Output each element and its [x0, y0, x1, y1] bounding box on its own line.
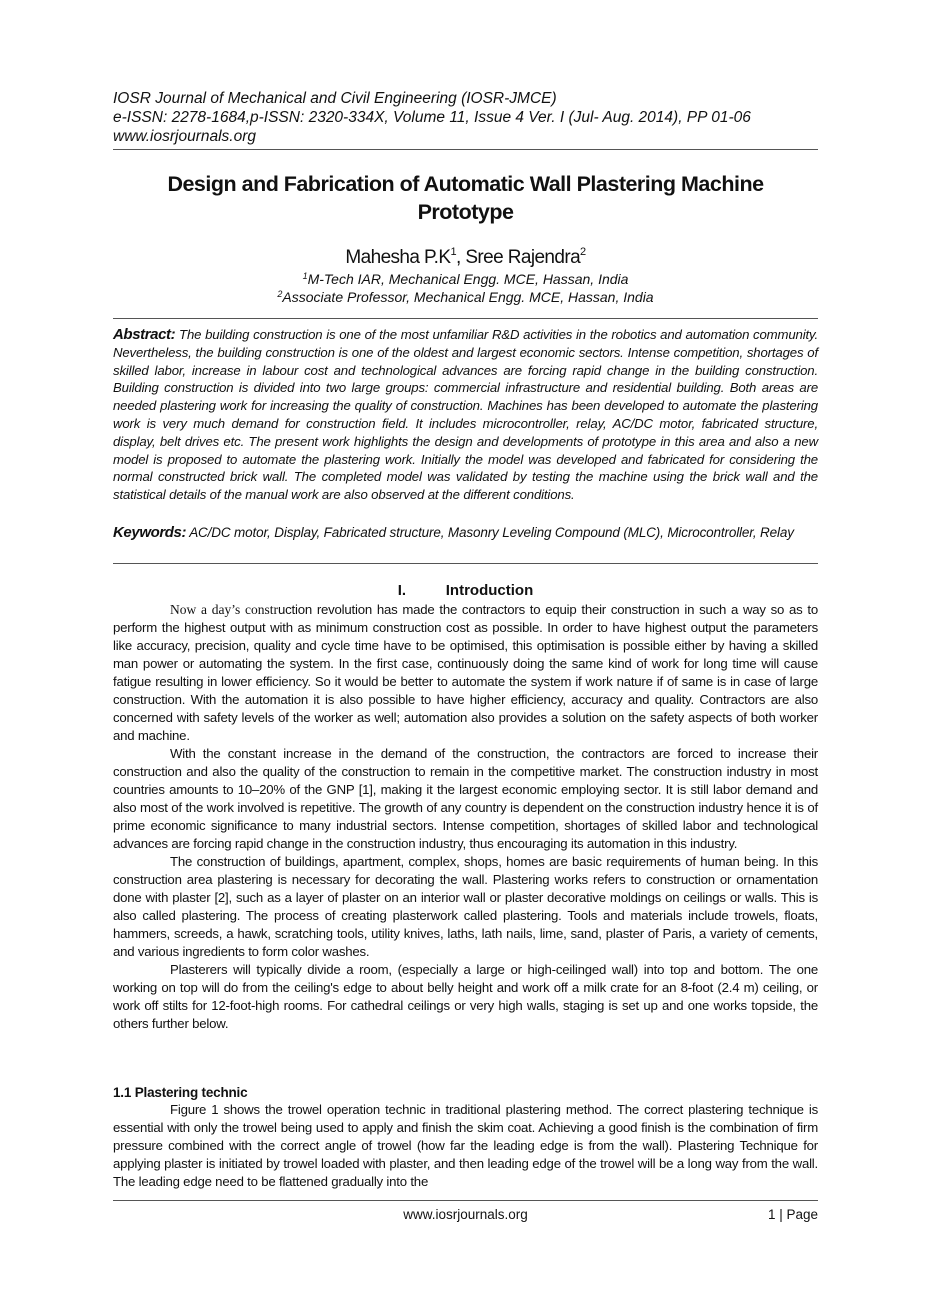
affiliation-marker: 2 [580, 246, 586, 258]
abstract-label: Abstract: [113, 326, 176, 343]
introduction-body [113, 601, 818, 1033]
abstract-top-rule [113, 318, 818, 319]
header-rule [113, 149, 818, 150]
journal-url: www.iosrjournals.org [113, 128, 256, 145]
paper-title-line1: Design and Fabrication of Automatic Wall Plastering Machine [167, 172, 764, 196]
affiliation-marker: 2 [277, 289, 283, 299]
section-number: I. [397, 582, 407, 599]
footer-url: www.iosrjournals.org [403, 1207, 528, 1222]
abstract-bottom-rule [113, 563, 818, 564]
affiliation-text: M-Tech IAR, Mechanical Engg. MCE, Hassan, India [307, 271, 629, 287]
footer-rule [113, 1200, 818, 1201]
abstract [113, 326, 818, 504]
paper-title-line2: Prototype [417, 200, 514, 224]
paragraph [113, 601, 818, 745]
author-list [113, 240, 818, 270]
keywords-text: AC/DC motor, Display, Fabricated structure, Masonry Leveling Compound (MLC), Microcontroller, Relay [186, 525, 794, 540]
paper-title [113, 170, 818, 226]
affiliation-text: Associate Professor, Mechanical Engg. MCE, Hassan, India [282, 289, 654, 305]
author-name: Sree Rajendra [465, 247, 581, 268]
affiliation-2 [113, 285, 818, 306]
paragraph: The construction of buildings, apartment, complex, shops, homes are basic requirements of human being. In this construction area plastering is necessary for decorating the wall. Plastering works refers to construction or ornamentation done with plaster [2], such as a layer of plaster on an interior wall or plaster decorative moldings on ceilings or walls. This is also called plastering. The process of creating plasterwork called plastering. Tools and materials include trowels, floats, hammers, screeds, a hawk, scratching tools, utility knives, laths, lath nails, lime, sand, plaster of Paris, a variety of cements, and various ingredients to form color washes. [113, 854, 818, 959]
page-number: 1 | Page [767, 1207, 818, 1222]
subsection-heading: 1.1 Plastering technic [113, 1085, 248, 1100]
paragraph: Figure 1 shows the trowel operation technic in traditional plastering method. The correct plastering technique is essential with only the trowel being used to apply and finish the skim coat. Achieving a good finish is the combination of firm pressure combined with the correct angle of trowel (how far the leading edge is from the wall). Plastering Technique for applying plaster is initiated by trowel loaded with plaster, and then leading edge of the trowel will be a long way from the wall. The leading edge need to be flattened gradually into the [113, 1102, 818, 1189]
journal-header [113, 89, 818, 146]
author-separator: , [455, 247, 466, 268]
journal-issn-volume: e-ISSN: 2278-1684,p-ISSN: 2320-334X, Volume 11, Issue 4 Ver. I (Jul- Aug. 2014), PP 01-06 [113, 109, 751, 126]
author-name: Mahesha P.K [345, 247, 451, 268]
subsection-body [113, 1101, 818, 1191]
keywords [113, 524, 818, 542]
paragraph: Plasterers will typically divide a room, (especially a large or high-ceilinged wall) into top and bottom. The one working on top will do from the ceiling's edge to about belly height and work off a milk crate for an 8-foot (2.4 m) ceiling, or work off stilts for 12-foot-high rooms. For cathedral ceilings or very high walls, staging is set up and one works topside, the others further below. [113, 962, 818, 1031]
paragraph-text: uction revolution has made the contractors to equip their construction in such a way so as to perform the highest output with as minimum construction cost as possible. In order to have highest output the parameters like accuracy, precision, quality and cycle time have to be optimised, this optimisation is possible either by having a skilled man power or automating the system. In the first case, continuously doing the same kind of work for long time will cause fatigue resulting in lower efficiency. So it would be better to automate the system if work nature if of same is in case of large construction. With the automation it is also possible to have higher efficiency, accuracy and quality. Contractors are also concerned with safety levels of the worker as well; automation also provides a solution on the safety aspects of both worker and machine. [113, 602, 818, 743]
keywords-label: Keywords: [113, 524, 187, 541]
paragraph: With the constant increase in the demand of the construction, the contractors are forced to increase their construction and also the quality of the construction to remain in the competitive market. The construction industry in most countries amounts to 10–20% of the GNP [1], making it the largest economic employing sector. It is still labor demand and also most of the work involved is repetitive. The growth of any country is dependent on the construction industry hence it is of prime economic significance to many industrial sectors. Intense competition, shortages of skilled labor and technological advances are forcing rapid change in the construction industry, thus encouraging its automation in this industry. [113, 746, 818, 851]
affiliation-marker: 1 [450, 246, 456, 258]
affiliation-marker: 1 [302, 271, 308, 281]
journal-name: IOSR Journal of Mechanical and Civil Engineering (IOSR-JMCE) [113, 90, 557, 107]
paragraph-lead: Now a day’s constr [170, 602, 278, 617]
abstract-text: The building construction is one of the most unfamiliar R&D activities in the robotics and automation community. Nevertheless, the building construction is one of the oldest and largest economic sectors. Intense competition, shortages of skilled labor, increase in labour cost and technological advances are forcing rapid change in the building construction. Building construction is divided into two large groups: commercial infrastructure and residential building. Both areas are needed plastering work for increasing the quality of construction. Machines has been developed to automate the plastering work is very much demand for construction field. It includes microcontroller, relay, AC/DC motor, fabricated structure, display, belt drives etc. The present work highlights the design and developments of prototype in this area and also a new model is proposed to automate the plastering work. Initially the model was developed and fabricated for considering the normal constructed brick wall. The completed model was validated by testing the machine using the brick wall and the statistical details of the manual work are also observed at the different conditions. [113, 327, 818, 503]
section-title: Introduction [445, 582, 534, 599]
section-heading [113, 581, 818, 601]
